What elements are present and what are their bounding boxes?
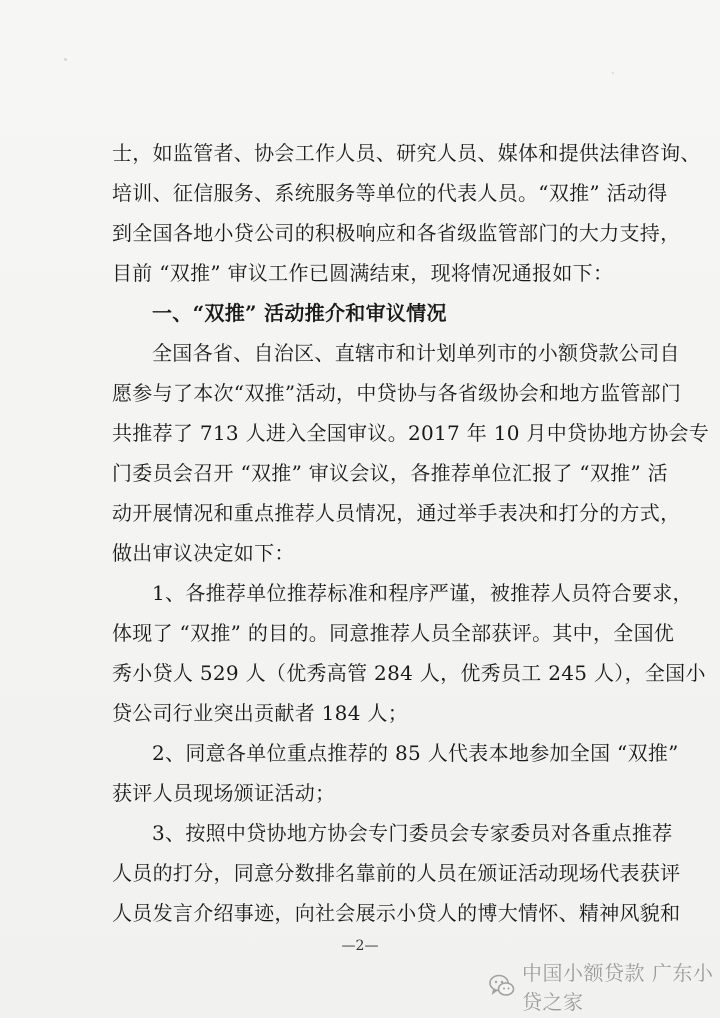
body-line: 全国各省、自治区、直辖市和计划单列市的小额贷款公司自 [152, 341, 680, 365]
body-line: 到全国各地小贷公司的积极响应和各省级监管部门的大力支持， [112, 221, 681, 245]
page-number: —2— [341, 938, 379, 954]
watermark [488, 961, 720, 1014]
body-line: 动开展情况和重点推荐人员情况，通过举手表决和打分的方式， [112, 501, 681, 525]
scan-speck [64, 58, 67, 61]
body-line: 士，如监管者、协会工作人员、研究人员、媒体和提供法律咨询、 [112, 141, 701, 165]
body-line: 做出审议决定如下： [112, 541, 295, 565]
body-line: 门委员会召开 “双推” 审议会议，各推荐单位汇报了 “双推” 活 [112, 461, 668, 485]
body-line: 秀小贷人 529 人（优秀高管 284 人，优秀员工 245 人），全国小 [112, 661, 706, 685]
wechat-bubble-icon [488, 972, 516, 1000]
list-item-3: 3、按照中贷协地方协会专门委员会专家委员对各重点推荐 [152, 821, 673, 845]
body-line: 体现了 “双推” 的目的。同意推荐人员全部获评。其中，全国优 [112, 621, 675, 645]
scan-speck [612, 72, 614, 74]
body-line: 目前 “双推” 审议工作已圆满结束，现将情况通报如下： [112, 261, 614, 285]
watermark-text: 中国小额贷款 广东小贷之家 [522, 961, 714, 1014]
list-item-1: 1、各推荐单位推荐标准和程序严谨，被推荐人员符合要求， [152, 581, 693, 605]
body-line: 培训、征信服务、系统服务等单位的代表人员。“双推” 活动得 [112, 181, 668, 205]
body-line: 共推荐了 713 人进入全国审议。2017 年 10 月中贷协地方协会专 [112, 421, 710, 445]
section-heading: 一、“双推” 活动推介和审议情况 [152, 301, 447, 325]
body-line: 获评人员现场颁证活动； [112, 781, 336, 805]
body-line: 人员发言介绍事迹，向社会展示小贷人的博大情怀、精神风貌和 [112, 901, 681, 925]
body-line: 人员的打分，同意分数排名靠前的人员在颁证活动现场代表获评 [112, 861, 681, 885]
body-line: 贷公司行业突出贡献者 184 人； [112, 701, 408, 725]
list-item-2: 2、同意各单位重点推荐的 85 人代表本地参加全国 “双推” [152, 741, 679, 765]
body-line: 愿参与了本次“双推”活动，中贷协与各省级协会和地方监管部门 [112, 381, 682, 405]
